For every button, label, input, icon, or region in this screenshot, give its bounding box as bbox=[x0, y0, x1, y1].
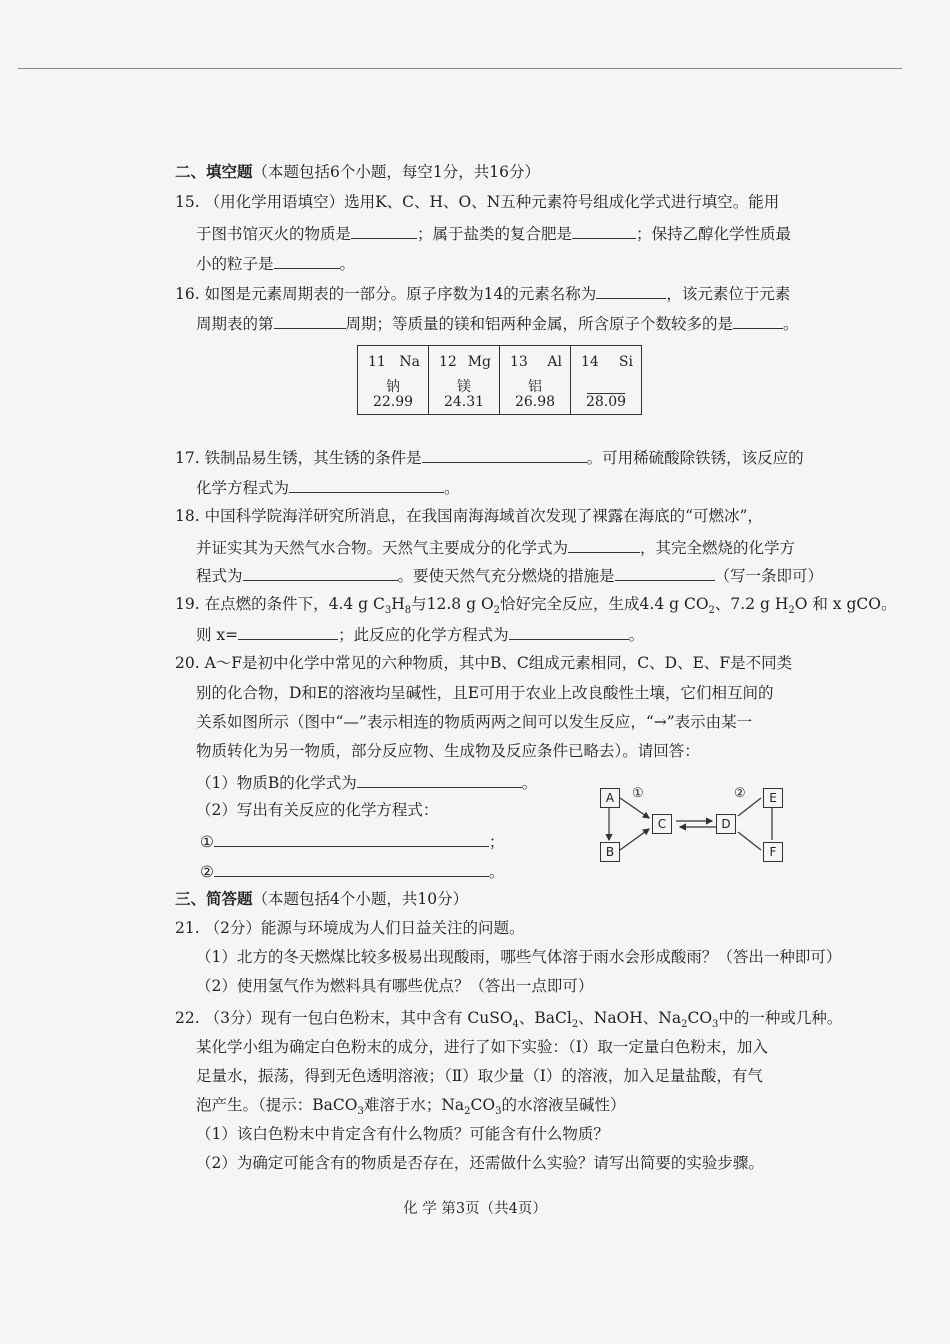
answer-blank[interactable] bbox=[422, 446, 587, 463]
q20-line3: 关系如图所示（图中“—”表示相连的物质两两之间可以发生反应，“→”表示由某一 bbox=[196, 713, 753, 731]
q20-line1: 20. A～F是初中化学中常见的六种物质，其中B、C组成元素相同，C、D、E、F是不同类 bbox=[175, 654, 793, 672]
answer-blank[interactable] bbox=[568, 536, 640, 553]
node-d: D bbox=[716, 814, 736, 834]
label-circle-2: ② bbox=[734, 786, 746, 801]
answer-blank[interactable] bbox=[509, 623, 629, 640]
q18-line1: 18. 中国科学院海洋研究所消息，在我国南海海域首次发现了裸露在海底的“可燃冰”， bbox=[175, 507, 763, 525]
q22-line4: 泡产生。（提示：BaCO$_3$难溶于水；$Na_2CO_3$的水溶液呈碱性） bbox=[196, 1096, 626, 1118]
answer-blank[interactable] bbox=[274, 312, 346, 329]
section-2-title: 二、填空题（本题包括6个小题，每空1分，共16分） bbox=[175, 162, 540, 181]
q21-line1: 21. （2分）能源与环境成为人们日益关注的问题。 bbox=[175, 919, 525, 937]
atomic-number: 11 bbox=[368, 354, 386, 370]
relation-diagram bbox=[598, 784, 798, 864]
atomic-number: 13 bbox=[510, 354, 528, 370]
element-name: 钠 bbox=[386, 379, 400, 395]
q20-equation2: ② 。 bbox=[200, 860, 504, 882]
q15-line1: 15. （用化学用语填空）选用K、C、H、O、N五种元素符号组成化学式进行填空。能用 bbox=[175, 193, 780, 211]
element-cell-si bbox=[571, 346, 642, 415]
answer-blank[interactable] bbox=[596, 282, 666, 299]
arrow-a-to-c bbox=[620, 798, 649, 818]
element-name: 铝 bbox=[528, 379, 542, 395]
answer-blank[interactable] bbox=[214, 830, 489, 847]
q20-line4: 物质转化为另一物质，部分反应物、生成物及反应条件已略去）。请回答： bbox=[196, 742, 700, 760]
element-cell-na bbox=[358, 346, 429, 415]
link-d-f bbox=[738, 832, 761, 850]
element-symbol: Si bbox=[618, 354, 633, 370]
answer-blank[interactable] bbox=[733, 312, 783, 329]
atomic-mass: 22.99 bbox=[372, 394, 414, 410]
header-rule bbox=[18, 68, 902, 69]
answer-blank[interactable] bbox=[274, 252, 340, 269]
q20-part1: （1）物质B的化学式为 。 bbox=[196, 771, 537, 793]
q20-equation1: ① ； bbox=[200, 830, 504, 852]
section-3-title: 三、简答题（本题包括4个小题，共10分） bbox=[175, 889, 469, 908]
q17-line2: 化学方程式为 。 bbox=[196, 476, 460, 498]
atomic-number: 12 bbox=[439, 354, 457, 370]
q22-part2: （2）为确定可能含有的物质是否存在，还需做什么实验？请写出简要的实验步骤。 bbox=[196, 1154, 764, 1172]
node-b: B bbox=[600, 842, 620, 862]
node-c: C bbox=[652, 814, 672, 834]
arrow-b-to-c bbox=[620, 829, 649, 850]
atomic-mass: 24.31 bbox=[443, 394, 485, 410]
node-e: E bbox=[763, 788, 783, 808]
q21-part1: （1）北方的冬天燃煤比较多极易出现酸雨，哪些气体溶于雨水会形成酸雨？（答出一种即可） bbox=[196, 948, 842, 966]
q17-line1: 17. 铁制品易生锈，其生锈的条件是 。可用稀硫酸除铁锈，该反应的 bbox=[175, 446, 804, 468]
element-cell-mg bbox=[429, 346, 500, 415]
atomic-mass: 26.98 bbox=[514, 394, 556, 410]
q20-part2: （2）写出有关反应的化学方程式： bbox=[196, 801, 439, 819]
answer-blank[interactable] bbox=[615, 564, 715, 581]
atomic-mass: 28.09 bbox=[585, 394, 627, 410]
q22-line1: 22. （3分）现有一包白色粉末，其中含有 CuSO$_4$、BaCl$_2$、NaOH、$Na_2CO_3$中的一种或几种。 bbox=[175, 1009, 843, 1031]
element-symbol: Na bbox=[399, 354, 420, 370]
answer-blank[interactable] bbox=[351, 222, 417, 239]
answer-blank[interactable] bbox=[357, 771, 522, 788]
q22-part1: （1）该白色粉末中肯定含有什么物质？可能含有什么物质？ bbox=[196, 1125, 609, 1143]
node-f: F bbox=[763, 842, 783, 862]
element-symbol: Mg bbox=[467, 354, 491, 370]
element-name: 镁 bbox=[457, 379, 471, 395]
label-circle-1: ① bbox=[632, 786, 644, 801]
periodic-table-excerpt bbox=[357, 345, 642, 415]
q19-line1: 19. 在点燃的条件下，4.4 g $C_3H_8$与12.8 g $O_2$恰好完全反应，生成4.4 g $CO_2$、7.2 g $H_2O$ 和 x gCO。 bbox=[175, 595, 897, 617]
q22-line3: 足量水，振荡，得到无色透明溶液；（Ⅱ）取少量（Ⅰ）的溶液，加入足量盐酸，有气 bbox=[196, 1067, 763, 1085]
answer-blank[interactable] bbox=[572, 222, 636, 239]
q15-line2: 于图书馆灭火的物质是 ；属于盐类的复合肥是 ；保持乙醇化学性质最 bbox=[196, 222, 791, 244]
element-cell-al bbox=[500, 346, 571, 415]
answer-blank[interactable] bbox=[289, 476, 444, 493]
q18-line2: 并证实其为天然气水合物。天然气主要成分的化学式为 ，其完全燃烧的化学方 bbox=[196, 536, 795, 558]
answer-blank[interactable] bbox=[238, 623, 338, 640]
q20-line2: 别的化合物，D和E的溶液均呈碱性，且E可用于农业上改良酸性土壤，它们相互间的 bbox=[196, 684, 774, 702]
answer-blank[interactable] bbox=[214, 860, 489, 877]
answer-blank[interactable] bbox=[243, 564, 398, 581]
atomic-number: 14 bbox=[581, 354, 599, 370]
q22-line2: 某化学小组为确定白色粉末的成分，进行了如下实验：（Ⅰ）取一定量白色粉末，加入 bbox=[196, 1038, 768, 1056]
q16-line1: 16. 如图是元素周期表的一部分。原子序数为14的元素名称为 ，该元素位于元素 bbox=[175, 282, 790, 304]
page-footer: 化 学 第3页（共4页） bbox=[403, 1201, 547, 1217]
q19-line2: 则 x= ；此反应的化学方程式为 。 bbox=[196, 623, 644, 645]
q16-line2: 周期表的第 周期；等质量的镁和铝两种金属，所含原子个数较多的是 。 bbox=[196, 312, 799, 334]
node-a: A bbox=[600, 788, 620, 808]
q18-line3: 程式为 。要使天然气充分燃烧的措施是 （写一条即可） bbox=[196, 564, 823, 586]
q21-part2: （2）使用氢气作为燃料具有哪些优点？（答出一点即可） bbox=[196, 977, 594, 995]
element-symbol: Al bbox=[547, 354, 562, 370]
q15-line3: 小的粒子是 。 bbox=[196, 252, 355, 274]
